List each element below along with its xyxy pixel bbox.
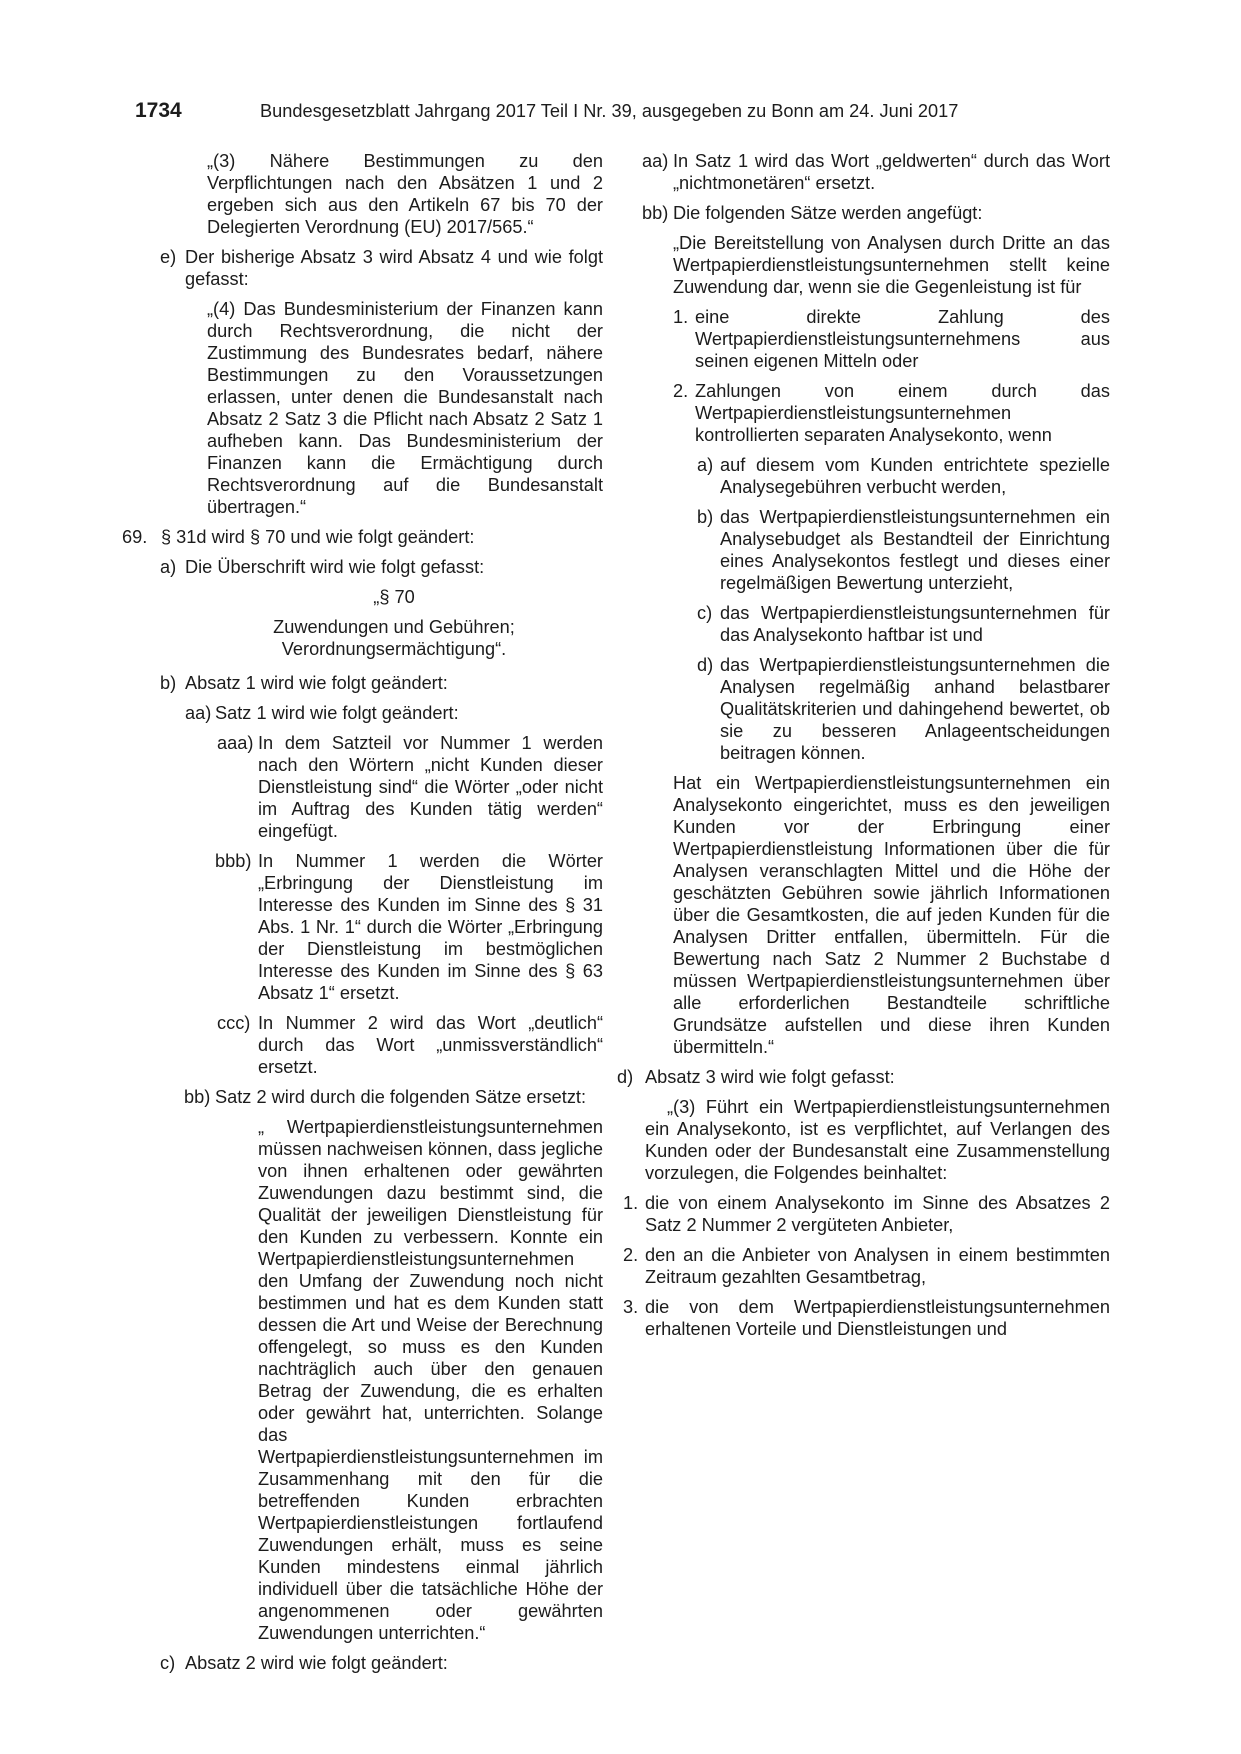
item-marker: d) [617,1067,634,1087]
list-item-c [645,602,1110,646]
item-marker: 69. [122,527,148,547]
item-text: das Wertpapierdienstleistungsunternehmen für das Analysekonto haftbar ist und [720,603,1110,645]
section-title-line-1: Zuwendungen und Gebühren; [273,617,515,637]
item-marker: 3. [623,1297,639,1317]
item-marker: aa) [185,703,212,723]
item-marker: 2. [673,381,689,401]
left-column [122,150,603,1682]
list-item-e [135,246,603,290]
item-text: Absatz 3 wird wie folgt gefasst: [645,1067,895,1087]
quote-satz-2: „ Wertpapierdienstleistungsunternehmen müssen nachweisen können, dass jegliche von ihnen erhaltenen oder gewährten Zuwendungen dazu bestimmt sind, die Qualität der jeweiligen Dienstleistung für den Kunden zu verbessern. Konnte ein Wertpapierdienstleistungsunternehmen den Umfang der Zuwendung noch nicht bestimmen und hat es dem Kunden statt dessen die Art und Weise der Berechnung offengelegt, so muss es den Kunden nachträglich auch über den genauen Betrag der Zuwendung, die es erhalten oder gewährt hat, unterrichten. Solange das Wertpapierdienstleistungsunternehmen im Zusammenhang mit den für die betreffenden Kunden erbrachten Wertpapierdienstleistungen fortlaufend Zuwendungen erhält, muss es seine Kunden mindestens einmal jährlich individuell über die tatsächliche Höhe der angenommenen oder gewährten Zuwendungen unterrichten.“ [258,1117,603,1643]
section-number: „§ 70 [373,587,415,607]
list-item-d [645,654,1110,764]
quote-absatz-3: „(3) Nähere Bestimmungen zu den Verpflichtungen nach den Absätzen 1 und 2 ergeben sich aus den Artikeln 67 bis 70 der Delegierten Verordnung (EU) 2017/565.“ [207,151,603,237]
list-item-ccc [135,1012,603,1078]
item-text: Absatz 1 wird wie folgt geändert: [185,673,448,693]
quote-absatz-3-neu: „(3) Führt ein Wertpapierdienstleistungsunternehmen ein Analysekonto, ist es verpflichtet, auf Verlangen des Kunden oder der Bundesanstalt eine Zusammenstellung vorzulegen, die Folgendes beinhaltet: [645,1097,1110,1183]
item-marker: 1. [673,307,689,327]
item-text: Satz 2 wird durch die folgenden Sätze ersetzt: [215,1087,587,1107]
item-text: In dem Satzteil vor Nummer 1 werden nach den Wörtern „nicht Kunden dieser Dienstleistung sind“ die Wörter „oder nicht im Auftrag des Kunden tätig werden“ eingefügt. [258,733,603,841]
item-marker: bb) [184,1087,211,1107]
item-marker: ccc) [217,1013,251,1033]
list-item-a [645,454,1110,498]
list-item-3 [623,1296,1110,1340]
item-marker: c) [160,1653,176,1673]
item-text: das Wertpapierdienstleistungsunternehmen die Analysen regelmäßig anhand belastbarer Qualitätskriterien und dahingehend bewertet, ob sie zu besseren Anlageentscheidungen beitragen können. [720,655,1110,763]
item-marker: e) [160,247,177,267]
paragraph-analysekonto: Hat ein Wertpapierdienstleistungsunternehmen ein Analysekonto eingerichtet, muss es den jeweiligen Kunden vor der Erbringung einer Wertpapierdienstleistung Informationen über die für Analysen veranschlagten Mittel und die Höhe der geschätzten Gebühren sowie jährlich Informationen über die Gesamtkosten, die auf jeden Kunden für die Analysen Dritter entfallen, übermitteln. Für die Bewertung nach Satz 2 Nummer 2 Buchstabe d müssen Wertpapierdienstleistungsunternehmen über alle erforderlichen Bestandteile schriftliche Grundsätze aufstellen und diese ihren Kunden übermitteln.“ [673,773,1110,1057]
item-marker: b) [160,673,177,693]
list-item-bb [642,202,1110,224]
item-text: Die folgenden Sätze werden angefügt: [673,203,983,223]
list-item-aaa [135,732,603,842]
quote-bereitstellung: „Die Bereitstellung von Analysen durch Dritte an das Wertpapierdienstleistungsunternehmen stellt keine Zuwendung dar, wenn sie die Gegenleistung ist für [673,233,1110,297]
item-text: Absatz 2 wird wie folgt geändert: [185,1653,448,1673]
section-heading [135,586,603,660]
item-text: § 31d wird § 70 und wie folgt geändert: [161,527,475,547]
item-text: Der bisherige Absatz 3 wird Absatz 4 und wie folgt gefasst: [185,247,603,289]
item-text: die von einem Analysekonto im Sinne des Absatzes 2 Satz 2 Nummer 2 vergüteten Anbieter, [645,1193,1110,1235]
list-item-a [135,556,603,578]
item-marker: 2. [623,1245,639,1265]
item-marker: a) [697,455,714,475]
item-text: das Wertpapierdienstleistungsunternehmen ein Analysebudget als Bestandteil der Einrichtung eines Analysekontos festlegt und dieses einer regelmäßigen Bewertung unterzieht, [720,507,1110,593]
list-item-2 [623,1244,1110,1288]
list-item-1 [645,306,1110,372]
list-item-bb [135,1086,603,1108]
section-title-line-2: Verordnungsermächtigung“. [281,639,507,659]
item-text: auf diesem vom Kunden entrichtete spezielle Analysegebühren verbucht werden, [720,455,1110,497]
item-marker: bbb) [215,851,252,871]
list-item-aa [135,702,603,724]
item-marker: aaa) [217,733,254,753]
publication-title: Bundesgesetzblatt Jahrgang 2017 Teil I Nr. 39, ausgegeben zu Bonn am 24. Juni 2017 [260,101,959,121]
list-item-2 [645,380,1110,446]
item-marker: b) [697,507,714,527]
list-item-1 [623,1192,1110,1236]
item-text: In Nummer 2 wird das Wort „deutlich“ durch das Wort „unmissverständlich“ ersetzt. [258,1013,603,1077]
right-column [617,150,1110,1348]
list-item-bbb [135,850,603,1004]
item-text: Zahlungen von einem durch das Wertpapierdienstleistungsunternehmen kontrollierten separaten Analysekonto, wenn [695,381,1110,445]
item-text: die von dem Wertpapierdienstleistungsunternehmen erhaltenen Vorteile und Dienstleistungen und [645,1297,1110,1339]
item-text: Die Überschrift wird wie folgt gefasst: [185,557,485,577]
quote-absatz-4: „(4) Das Bundesministerium der Finanzen kann durch Rechtsverordnung, die nicht der Zustimmung des Bundesrates bedarf, nähere Bestimmungen zu den Voraussetzungen erlassen, unter denen die Bundesanstalt nach Absatz 2 Satz 3 die Pflicht nach Absatz 2 Satz 1 aufheben kann. Das Bundesministerium der Finanzen kann die Ermächtigung durch Rechtsverordnung auf die Bundesanstalt übertragen.“ [207,299,603,517]
item-text: den an die Anbieter von Analysen in einem bestimmten Zeitraum gezahlten Gesamtbetrag, [645,1245,1110,1287]
list-item-69 [122,526,603,548]
list-item-d-absatz3 [617,1066,1110,1088]
item-text: In Satz 1 wird das Wort „geldwerten“ durch das Wort „nichtmonetären“ ersetzt. [673,151,1110,193]
list-item-b [645,506,1110,594]
item-marker: c) [697,603,713,623]
item-marker: 1. [623,1193,639,1213]
list-item-aa [642,150,1110,194]
item-marker: aa) [642,151,669,171]
page-number: 1734 [135,99,182,122]
list-item-b [135,672,603,694]
item-marker: a) [160,557,177,577]
item-text: Satz 1 wird wie folgt geändert: [215,703,459,723]
item-text: eine direkte Zahlung des Wertpapierdienstleistungsunternehmens aus seinen eigenen Mitteln oder [695,307,1110,371]
list-item-c [135,1652,603,1674]
item-marker: d) [697,655,714,675]
item-marker: bb) [642,203,669,223]
item-text: In Nummer 1 werden die Wörter „Erbringung der Dienstleistung im Interesse des Kunden im Sinne des § 31 Abs. 1 Nr. 1“ durch die Wörter „Erbringung der Dienstleistung im bestmöglichen Interesse des Kunden im Sinne des § 63 Absatz 1“ ersetzt. [258,851,603,1003]
